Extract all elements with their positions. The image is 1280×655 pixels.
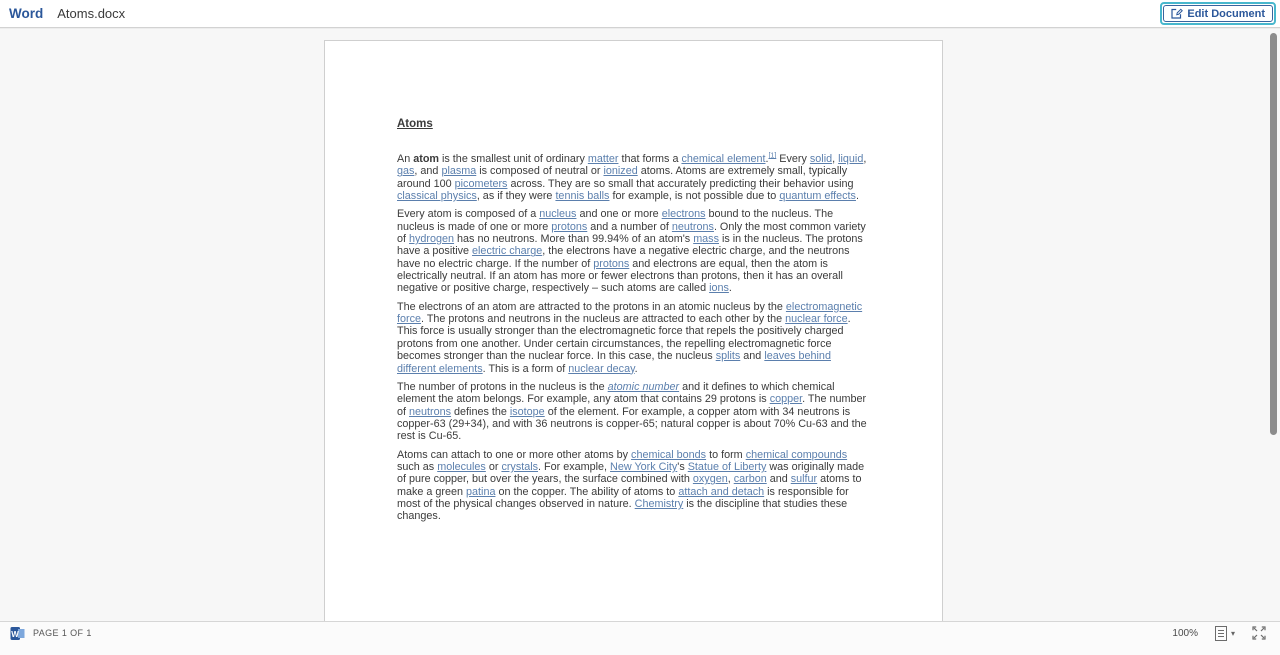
text-run: , <box>727 473 734 486</box>
doc-link[interactable]: nucleus <box>539 208 577 221</box>
doc-link[interactable]: atomic number <box>607 380 680 393</box>
doc-link[interactable]: copper <box>769 393 803 406</box>
text-run: Atoms can attach to one or more other atoms by <box>397 448 632 461</box>
doc-link[interactable]: electric charge <box>472 245 543 258</box>
text-run: . The number of <box>397 393 867 418</box>
text-run: . Only the most common variety of <box>397 220 866 246</box>
doc-link[interactable]: picometers <box>454 177 508 190</box>
doc-link[interactable]: New York City <box>610 460 678 473</box>
paragraph <box>397 381 868 443</box>
paragraph <box>397 153 868 202</box>
text-run: or <box>485 460 502 473</box>
text-run: is responsible for most of the physical changes observed in nature. <box>397 485 849 510</box>
text-run: Every atom is composed of a <box>397 208 540 221</box>
paragraph <box>397 301 868 375</box>
text-run: is the smallest unit of ordinary <box>439 153 588 165</box>
text-run: of the element. For example, a copper atom with 34 neutrons is copper-63 (29+34), and with 36 neutrons is copper-65; natural copper is about 70% Cu-63 and the rest is Cu-65. <box>397 405 867 443</box>
text-run: is in the nucleus. The protons have a positive <box>397 233 863 258</box>
text-run: to form <box>706 448 746 461</box>
text-run: and <box>740 350 765 363</box>
text-run: . The protons and neutrons in the nucleus are attracted to each other by the <box>421 313 786 326</box>
text-run: such as <box>397 460 438 473</box>
text-run: Every <box>776 153 810 165</box>
doc-link[interactable]: [1] <box>768 152 777 160</box>
text-run: and <box>766 473 791 486</box>
text-run: , <box>832 153 839 165</box>
text-run: . For example, <box>538 460 611 473</box>
text-run: . This is a form of <box>482 362 569 375</box>
text-run: , the electrons have a negative electric charge, and the neutrons have no electric charge. If the number of <box>397 245 850 270</box>
text-run: The electrons of an atom are attracted to the protons in an atomic nucleus by the <box>397 300 786 313</box>
text-run: defines the <box>451 405 510 418</box>
text-run: atoms. Atoms are extremely small, typically around 100 <box>397 165 848 190</box>
text-run: , as if they were <box>476 190 556 203</box>
doc-link[interactable]: electrons <box>661 208 706 221</box>
document-canvas <box>0 28 1280 621</box>
doc-link[interactable]: classical physics <box>397 190 477 203</box>
paragraph <box>397 208 868 294</box>
zoom-level[interactable]: 100% <box>1172 627 1198 639</box>
doc-link[interactable]: chemical element <box>681 153 766 165</box>
text-run: that forms a <box>618 153 682 165</box>
doc-link[interactable]: neutrons <box>671 220 714 233</box>
doc-link[interactable]: sulfur <box>790 473 818 486</box>
edit-document-button-focus-ring <box>1160 2 1276 25</box>
doc-link[interactable]: protons <box>593 257 630 270</box>
doc-link[interactable]: molecules <box>437 460 486 473</box>
doc-link[interactable]: patina <box>466 485 496 498</box>
doc-link[interactable]: plasma <box>441 165 477 178</box>
doc-link[interactable]: crystals <box>501 460 539 473</box>
vertical-scrollbar-thumb[interactable] <box>1270 33 1277 435</box>
doc-link[interactable]: nuclear decay <box>568 362 635 375</box>
doc-link[interactable]: chemical compounds <box>745 448 848 461</box>
text-run: , <box>863 153 867 165</box>
document-page[interactable] <box>324 40 943 621</box>
edit-document-label: Edit Document <box>1187 7 1265 20</box>
svg-text:W: W <box>11 629 19 639</box>
text-run: and electrons are equal, then the atom is electrically neutral. If an atom has more or fewer electrons than protons, then it has an overall negative or positive charge, respectively – such atoms are called <box>397 257 843 295</box>
text-run: and one or more <box>576 208 662 221</box>
text-run: is composed of neutral or <box>476 165 604 178</box>
doc-link[interactable]: carbon <box>733 473 767 486</box>
doc-link[interactable]: oxygen <box>692 473 728 486</box>
text-run: An <box>397 153 414 165</box>
edit-document-button[interactable] <box>1163 5 1273 22</box>
title-bar <box>0 0 1280 28</box>
word-app-icon <box>10 626 25 641</box>
doc-link[interactable]: ionized <box>603 165 638 178</box>
doc-link[interactable]: nuclear force <box>785 313 848 326</box>
text-run: has no neutrons. More than 99.94% of an atom's <box>454 233 694 246</box>
doc-link[interactable]: liquid <box>838 153 864 165</box>
doc-link[interactable]: hydrogen <box>409 233 455 246</box>
page-view-dropdown[interactable] <box>1215 626 1235 641</box>
fit-to-window-icon[interactable] <box>1252 626 1266 640</box>
doc-link[interactable]: matter <box>587 153 619 165</box>
document-heading: Atoms <box>397 118 433 130</box>
doc-link[interactable]: quantum effects <box>779 190 856 203</box>
text-run: is the discipline that studies these changes. <box>397 497 848 523</box>
text-run: on the copper. The ability of atoms to <box>495 485 679 498</box>
text-run: and a number of <box>587 220 672 233</box>
doc-link[interactable]: ions <box>709 282 729 295</box>
text-run: bound to the nucleus. The nucleus is made of one or more <box>397 208 834 233</box>
text-run: and it defines to which chemical element the atom belongs. For example, any atom that contains 29 protons is <box>397 380 835 406</box>
doc-link[interactable]: gas <box>397 165 415 178</box>
text-run: . <box>634 362 638 375</box>
doc-link[interactable]: splits <box>715 350 741 363</box>
doc-link[interactable]: attach and detach <box>678 485 765 498</box>
text-run: atom <box>413 153 440 165</box>
doc-link[interactable]: electromagnetic force <box>397 300 863 326</box>
text-run: atoms to make a green <box>397 473 862 498</box>
doc-link[interactable]: mass <box>693 233 719 246</box>
status-bar <box>0 621 1280 655</box>
text-run: . <box>728 282 732 295</box>
paragraph <box>397 449 868 523</box>
text-run: . This force is usually stronger than the electromagnetic force that repels the positively charged protons from one another. Under certain circumstances, the repelling electromagnetic force becomes stronger than the nuclear force. In this case, the nucleus <box>397 313 851 363</box>
doc-body <box>397 153 868 523</box>
doc-link[interactable]: Chemistry <box>634 497 684 510</box>
text-run: across. They are so small that accurately predicting their behavior using <box>507 177 854 190</box>
doc-link[interactable]: Statue of Liberty <box>687 460 767 473</box>
doc-link[interactable]: isotope <box>509 405 545 418</box>
chevron-down-icon: ▾ <box>1230 628 1235 638</box>
text-run: was originally made of pure copper, but over the years, the surface combined with <box>397 460 865 486</box>
doc-link[interactable]: tennis balls <box>555 190 610 203</box>
document-title: Atoms.docx <box>57 6 126 21</box>
doc-link[interactable]: protons <box>551 220 588 233</box>
word-logo: Word <box>9 6 44 21</box>
doc-link[interactable]: leaves behind different elements <box>397 350 831 375</box>
text-run: . <box>765 153 769 165</box>
doc-link[interactable]: neutrons <box>409 405 452 418</box>
text-run: for example, is not possible due to <box>609 190 780 203</box>
doc-link[interactable]: solid <box>809 153 833 165</box>
text-run: 's <box>677 460 688 473</box>
doc-link[interactable]: chemical bonds <box>631 448 707 461</box>
text-run: The number of protons in the nucleus is the <box>397 380 608 393</box>
page-indicator: PAGE 1 OF 1 <box>33 628 92 638</box>
text-run: , and <box>414 165 442 178</box>
page-view-icon <box>1215 626 1227 641</box>
edit-document-icon <box>1170 7 1183 20</box>
text-run: . <box>855 190 859 203</box>
